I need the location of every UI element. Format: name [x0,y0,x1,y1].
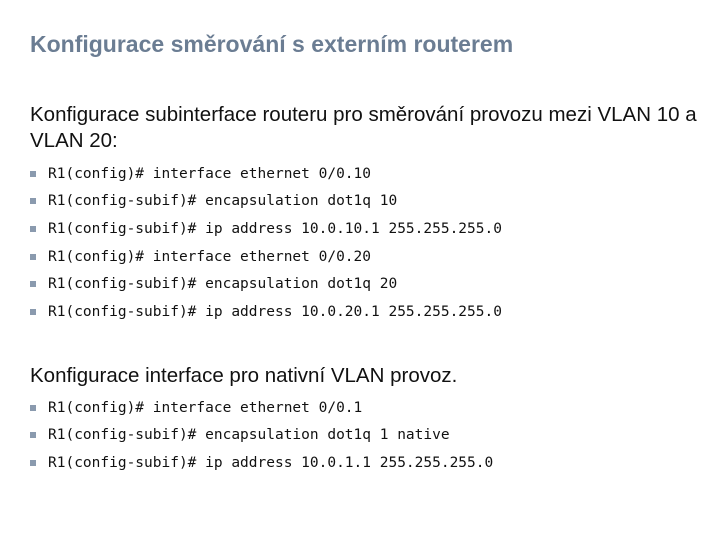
command-item [30,298,502,326]
command-text: R1(config-subif)# encapsulation dot1q 20 [48,276,398,293]
section-heading-native-vlan: Konfigurace interface pro nativní VLAN provoz. [30,364,458,387]
section-heading-subinterfaces: Konfigurace subinterface routeru pro směrování provozu mezi VLAN 10 a VLAN 20: [30,103,697,152]
square-bullet-icon [30,254,36,260]
command-item [30,422,493,450]
command-item [30,394,493,422]
command-text: R1(config)# interface ethernet 0/0.20 [48,248,372,265]
command-item [30,270,502,298]
square-bullet-icon [30,226,36,232]
command-list-native-vlan [30,394,493,477]
command-item [30,160,502,188]
command-text: R1(config-subif)# encapsulation dot1q 1 native [48,427,450,444]
square-bullet-icon [30,281,36,287]
command-item [30,215,502,243]
command-list-subinterfaces [30,160,502,326]
square-bullet-icon [30,309,36,315]
square-bullet-icon [30,171,36,177]
slide-title: Konfigurace směrování s externím routerem [30,31,514,57]
command-item [30,449,493,477]
command-text: R1(config)# interface ethernet 0/0.10 [48,165,372,182]
square-bullet-icon [30,432,36,438]
square-bullet-icon [30,405,36,411]
square-bullet-icon [30,198,36,204]
command-item [30,243,502,271]
square-bullet-icon [30,460,36,466]
command-text: R1(config)# interface ethernet 0/0.1 [48,399,363,416]
command-text: R1(config-subif)# ip address 10.0.20.1 255.255.255.0 [48,303,502,320]
command-text: R1(config-subif)# ip address 10.0.10.1 255.255.255.0 [48,220,502,237]
command-text: R1(config-subif)# encapsulation dot1q 10 [48,193,398,210]
command-text: R1(config-subif)# ip address 10.0.1.1 255.255.255.0 [48,454,494,471]
command-item [30,188,502,216]
